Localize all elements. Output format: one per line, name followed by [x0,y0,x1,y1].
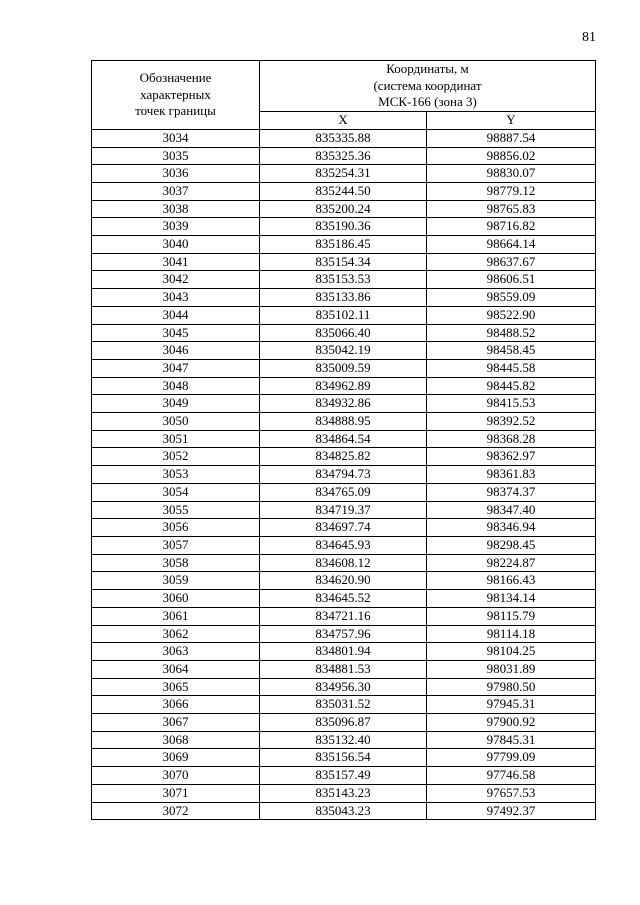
cell-y: 98445.58 [427,359,596,377]
cell-point: 3042 [92,271,260,289]
header-coords-line: МСК-166 (зона 3) [378,94,477,110]
cell-point: 3060 [92,590,260,608]
cell-y: 98347.40 [427,501,596,519]
cell-y: 98779.12 [427,182,596,200]
page-number: 81 [582,30,596,45]
header-x: X [260,112,427,130]
table-row [92,643,596,661]
cell-y: 98887.54 [427,129,596,147]
cell-point: 3043 [92,289,260,307]
table-row [92,536,596,554]
cell-y: 98298.45 [427,536,596,554]
cell-y: 98522.90 [427,306,596,324]
table-row [92,678,596,696]
cell-point: 3050 [92,413,260,431]
cell-point: 3035 [92,147,260,165]
header-point-line: точек границы [135,103,216,119]
table-row [92,767,596,785]
table-row [92,271,596,289]
cell-y: 98346.94 [427,519,596,537]
cell-y: 98716.82 [427,218,596,236]
cell-x: 835325.36 [260,147,427,165]
table-row [92,253,596,271]
table-row [92,236,596,254]
cell-x: 834645.52 [260,590,427,608]
cell-point: 3055 [92,501,260,519]
cell-x: 834932.86 [260,395,427,413]
cell-point: 3071 [92,784,260,802]
cell-point: 3048 [92,377,260,395]
cell-x: 835244.50 [260,182,427,200]
cell-x: 834757.96 [260,625,427,643]
cell-point: 3067 [92,714,260,732]
cell-y: 98830.07 [427,165,596,183]
cell-y: 98488.52 [427,324,596,342]
cell-x: 835190.36 [260,218,427,236]
cell-y: 97900.92 [427,714,596,732]
cell-point: 3038 [92,200,260,218]
table-row [92,165,596,183]
table-row [92,590,596,608]
table-row [92,731,596,749]
cell-x: 835154.34 [260,253,427,271]
header-point-designation [92,61,260,130]
cell-x: 835102.11 [260,306,427,324]
cell-y: 98104.25 [427,643,596,661]
cell-y: 97799.09 [427,749,596,767]
cell-x: 834721.16 [260,607,427,625]
cell-point: 3034 [92,129,260,147]
cell-x: 835009.59 [260,359,427,377]
cell-point: 3045 [92,324,260,342]
cell-x: 835096.87 [260,714,427,732]
cell-point: 3062 [92,625,260,643]
table-row [92,714,596,732]
table-row [92,802,596,820]
cell-y: 98765.83 [427,200,596,218]
cell-x: 834608.12 [260,554,427,572]
cell-x: 835031.52 [260,696,427,714]
cell-x: 834765.09 [260,483,427,501]
cell-y: 98664.14 [427,236,596,254]
cell-x: 834801.94 [260,643,427,661]
table-row [92,395,596,413]
cell-y: 98114.18 [427,625,596,643]
table-row [92,306,596,324]
table-row [92,413,596,431]
table-row [92,377,596,395]
cell-point: 3044 [92,306,260,324]
cell-point: 3041 [92,253,260,271]
coordinates-table [91,60,596,820]
cell-y: 97492.37 [427,802,596,820]
cell-point: 3063 [92,643,260,661]
cell-y: 98134.14 [427,590,596,608]
cell-y: 98415.53 [427,395,596,413]
cell-y: 98374.37 [427,483,596,501]
cell-y: 98368.28 [427,430,596,448]
cell-x: 835157.49 [260,767,427,785]
cell-point: 3037 [92,182,260,200]
cell-x: 834888.95 [260,413,427,431]
table-row [92,359,596,377]
table-row [92,324,596,342]
table-row [92,572,596,590]
cell-x: 835200.24 [260,200,427,218]
cell-point: 3058 [92,554,260,572]
header-coords-line: (система координат [373,77,482,93]
header-point-line: характерных [140,86,211,102]
cell-x: 834794.73 [260,466,427,484]
header-coordinates [260,61,596,112]
table-row [92,660,596,678]
table-row [92,554,596,572]
table-row [92,501,596,519]
table-row [92,182,596,200]
cell-y: 98361.83 [427,466,596,484]
cell-y: 97945.31 [427,696,596,714]
cell-y: 97980.50 [427,678,596,696]
table-row [92,466,596,484]
cell-point: 3059 [92,572,260,590]
cell-y: 98637.67 [427,253,596,271]
table-row [92,129,596,147]
cell-x: 835132.40 [260,731,427,749]
cell-point: 3056 [92,519,260,537]
cell-x: 835153.53 [260,271,427,289]
cell-point: 3049 [92,395,260,413]
table-row [92,430,596,448]
cell-x: 834956.30 [260,678,427,696]
cell-x: 834719.37 [260,501,427,519]
table-row [92,696,596,714]
cell-point: 3061 [92,607,260,625]
cell-x: 835042.19 [260,342,427,360]
cell-x: 834864.54 [260,430,427,448]
table-row [92,483,596,501]
table-row [92,289,596,307]
cell-point: 3070 [92,767,260,785]
cell-x: 835186.45 [260,236,427,254]
cell-point: 3072 [92,802,260,820]
cell-x: 835156.54 [260,749,427,767]
table-row [92,749,596,767]
cell-point: 3066 [92,696,260,714]
cell-point: 3057 [92,536,260,554]
cell-x: 834962.89 [260,377,427,395]
table-row [92,519,596,537]
cell-y: 98224.87 [427,554,596,572]
cell-y: 98606.51 [427,271,596,289]
cell-point: 3068 [92,731,260,749]
table-row [92,147,596,165]
cell-y: 97746.58 [427,767,596,785]
cell-y: 98559.09 [427,289,596,307]
cell-x: 834825.82 [260,448,427,466]
cell-point: 3046 [92,342,260,360]
cell-x: 835143.23 [260,784,427,802]
cell-y: 97657.53 [427,784,596,802]
cell-x: 834697.74 [260,519,427,537]
cell-point: 3053 [92,466,260,484]
cell-x: 835335.88 [260,129,427,147]
cell-point: 3052 [92,448,260,466]
cell-point: 3040 [92,236,260,254]
table-body [92,129,596,819]
table-row [92,448,596,466]
table-row [92,607,596,625]
cell-point: 3047 [92,359,260,377]
table-row [92,625,596,643]
cell-point: 3054 [92,483,260,501]
table-row [92,342,596,360]
cell-point: 3065 [92,678,260,696]
header-point-line: Обозначение [139,69,212,85]
cell-x: 834620.90 [260,572,427,590]
cell-point: 3069 [92,749,260,767]
cell-y: 98856.02 [427,147,596,165]
table-row [92,200,596,218]
cell-y: 98115.79 [427,607,596,625]
cell-x: 834645.93 [260,536,427,554]
cell-x: 835133.86 [260,289,427,307]
cell-y: 98392.52 [427,413,596,431]
cell-x: 835043.23 [260,802,427,820]
cell-x: 835066.40 [260,324,427,342]
cell-point: 3036 [92,165,260,183]
table-row [92,218,596,236]
header-y: Y [427,112,596,130]
cell-y: 98445.82 [427,377,596,395]
cell-y: 98362.97 [427,448,596,466]
header-coords-line: Координаты, м [386,61,469,76]
table-row [92,784,596,802]
cell-x: 835254.31 [260,165,427,183]
cell-x: 834881.53 [260,660,427,678]
cell-y: 97845.31 [427,731,596,749]
cell-y: 98458.45 [427,342,596,360]
cell-point: 3064 [92,660,260,678]
cell-y: 98031.89 [427,660,596,678]
cell-point: 3051 [92,430,260,448]
cell-y: 98166.43 [427,572,596,590]
cell-point: 3039 [92,218,260,236]
